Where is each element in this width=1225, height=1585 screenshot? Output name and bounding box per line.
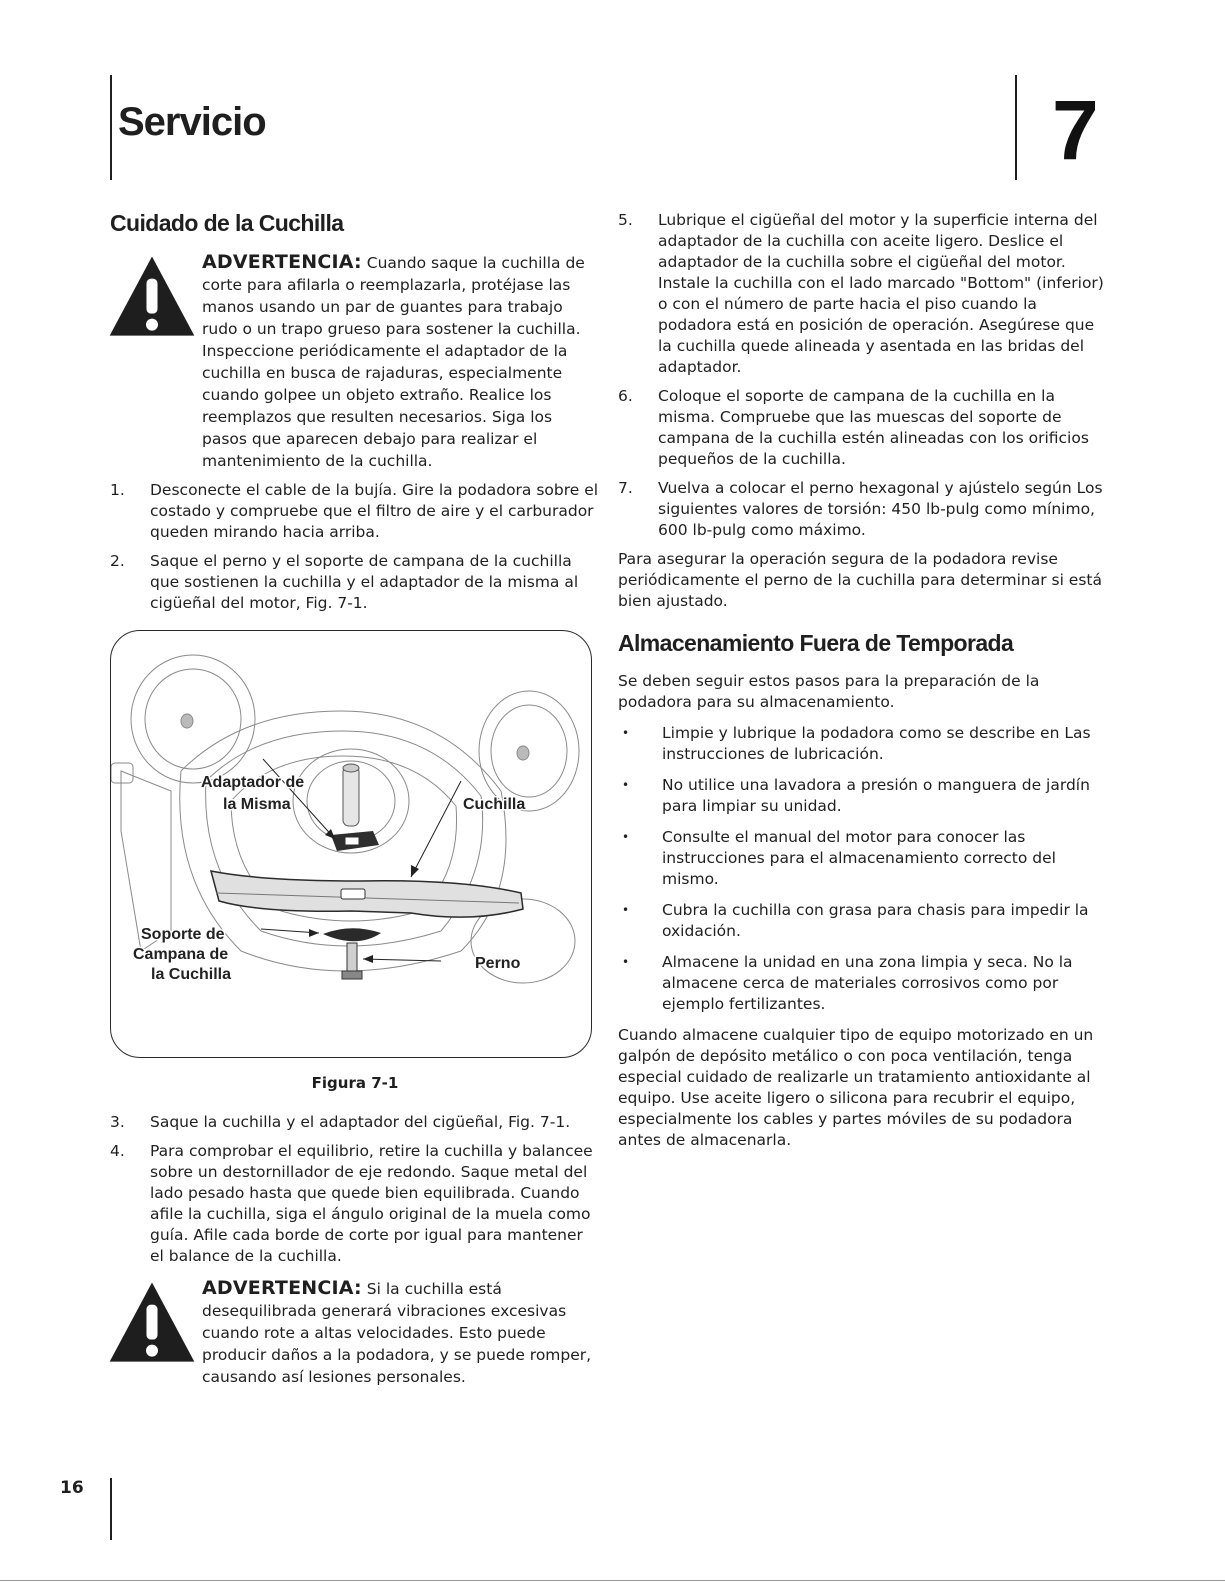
list-item: • Consulte el manual del motor para conocer las instrucciones para el almacenamiento correcto del mismo. <box>618 827 1108 890</box>
warning-triangle-icon <box>106 251 198 343</box>
page-bottom-border <box>0 1580 1225 1581</box>
chapter-number: 7 <box>1052 83 1099 177</box>
step-text: Saque el perno y el soporte de campana de la cuchilla que sostienen la cuchilla y el adaptador de la misma al cigüeñal del motor, Fig. 7-1. <box>150 552 579 612</box>
warning-2-body: Si la cuchilla está desequilibrada generará vibraciones excesivas cuando rote a altas velocidades. Esto puede producir daños a la podadora, y se puede romper, causando así lesiones personales. <box>202 1280 592 1386</box>
warning-2-label: ADVERTENCIA: <box>202 1277 362 1299</box>
step-number: 5. <box>618 211 633 229</box>
label-adaptador-line2: la Misma <box>223 796 291 813</box>
label-soporte-line3: la Cuchilla <box>151 966 232 983</box>
step-number: 7. <box>618 479 633 497</box>
warning-block-1 <box>110 251 600 472</box>
figure-7-1 <box>110 630 592 1058</box>
left-column <box>110 210 600 1394</box>
warning-2-text <box>202 1277 600 1388</box>
right-column <box>618 210 1108 1161</box>
warning-triangle-icon <box>106 1277 198 1369</box>
storage-intro: Se deben seguir estos pasos para la preparación de la podadora para su almacenamiento. <box>618 672 1040 711</box>
label-adaptador-line1: Adaptador de <box>201 774 305 791</box>
step-number: 3. <box>110 1113 125 1131</box>
step-item <box>618 386 1108 470</box>
step-number: 2. <box>110 552 125 570</box>
warning-1-label: ADVERTENCIA: <box>202 251 362 273</box>
step-text: Lubrique el cigüeñal del motor y la superficie interna del adaptador de la cuchilla con aceite ligero. Deslice el adaptador de la cuchilla sobre el cigüeñal del motor. Instale la cuchilla con el lado marcado "Bottom" (inferior) o con el número de parte hacia el piso cuando la podadora está en posición de operación. Asegúrese que la cuchilla quede alineada y asentada en las bridas del adaptador. <box>658 211 1104 376</box>
step-item <box>618 478 1108 541</box>
step-item <box>110 480 600 543</box>
step-text: Coloque el soporte de campana de la cuchilla en la misma. Compruebe que las muescas del soporte de campana de la cuchilla estén alineadas con los orificios pequeños de la cuchilla. <box>658 387 1089 468</box>
step-number: 4. <box>110 1142 125 1160</box>
warning-block-2 <box>110 1277 600 1388</box>
step-text: Vuelva a colocar el perno hexagonal y ajústelo según Los siguientes valores de torsión: 450 lb-pulg como mínimo, 600 lb-pulg como máximo. <box>658 479 1103 539</box>
steps-list-a <box>110 480 600 614</box>
steps-list-b <box>110 1112 600 1267</box>
mower-blade-illustration <box>111 631 591 1057</box>
step-text: Para comprobar el equilibrio, retire la cuchilla y balancee sobre un destornillador de eje redondo. Saque metal del lado pesado hasta que quede bien equilibrada. Cuando afile la cuchilla, siga el ángulo original de la muela como guía. Afile cada borde de corte por igual para mantener el balance de la cuchilla. <box>150 1142 593 1265</box>
figure-caption: Figura 7-1 <box>311 1074 399 1092</box>
storage-bullet-list <box>618 723 1108 1015</box>
step-item <box>110 551 600 614</box>
list-item: • Almacene la unidad en una zona limpia y seca. No la almacene cerca de materiales corrosivos como por ejemplo fertilizantes. <box>618 952 1108 1015</box>
header-right-rule <box>1015 75 1017 180</box>
step-text: Saque la cuchilla y el adaptador del cigüeñal, Fig. 7-1. <box>150 1113 571 1131</box>
step-number: 1. <box>110 481 125 499</box>
section-heading-storage: Almacenamiento Fuera de Temporada <box>618 630 1014 656</box>
label-perno: Perno <box>475 955 521 972</box>
label-soporte-line2: Campana de <box>133 946 229 963</box>
list-item: • Limpie y lubrique la podadora como se describe en Las instrucciones de lubricación. <box>618 723 1108 765</box>
page-number: 16 <box>60 1478 84 1498</box>
label-soporte-line1: Soporte de <box>141 926 225 943</box>
warning-1-text <box>202 251 600 472</box>
section-heading-blade-care: Cuidado de la Cuchilla <box>110 210 344 236</box>
safety-paragraph: Para asegurar la operación segura de la podadora revise periódicamente el perno de la cuchilla para determinar si está bien ajustado. <box>618 550 1102 610</box>
list-item: • No utilice una lavadora a presión o manguera de jardín para limpiar su unidad. <box>618 775 1108 817</box>
header-left-rule <box>110 75 112 180</box>
step-item <box>110 1112 600 1133</box>
storage-closing-paragraph: Cuando almacene cualquier tipo de equipo motorizado en un galpón de depósito metálico o con poca ventilación, tenga especial cuidado de realizarle un tratamiento antioxidante al equipo. Use aceite ligero o silicona para recubrir el equipo, especialmente los cables y partes móviles de su podadora antes de almacenarla. <box>618 1026 1094 1149</box>
chapter-title: Servicio <box>118 100 266 144</box>
label-cuchilla: Cuchilla <box>463 796 526 813</box>
steps-list-c <box>618 210 1108 541</box>
step-item <box>618 210 1108 378</box>
step-text: Desconecte el cable de la bujía. Gire la podadora sobre el costado y compruebe que el filtro de aire y el carburador queden mirando hacia arriba. <box>150 481 599 541</box>
step-number: 6. <box>618 387 633 405</box>
step-item <box>110 1141 600 1267</box>
footer-rule <box>110 1478 112 1540</box>
list-item: • Cubra la cuchilla con grasa para chasis para impedir la oxidación. <box>618 900 1108 942</box>
warning-1-body: Cuando saque la cuchilla de corte para afilarla o reemplazarla, protéjase las manos usando un par de guantes para trabajo rudo o un trapo grueso para sostener la cuchilla. Inspeccione periódicamente el adaptador de la cuchilla en busca de rajaduras, especialmente cuando golpee un objeto extraño. Realice los reemplazos que resulten necesarios. Siga los pasos que aparecen debajo para realizar el mantenimiento de la cuchilla. <box>202 254 585 470</box>
